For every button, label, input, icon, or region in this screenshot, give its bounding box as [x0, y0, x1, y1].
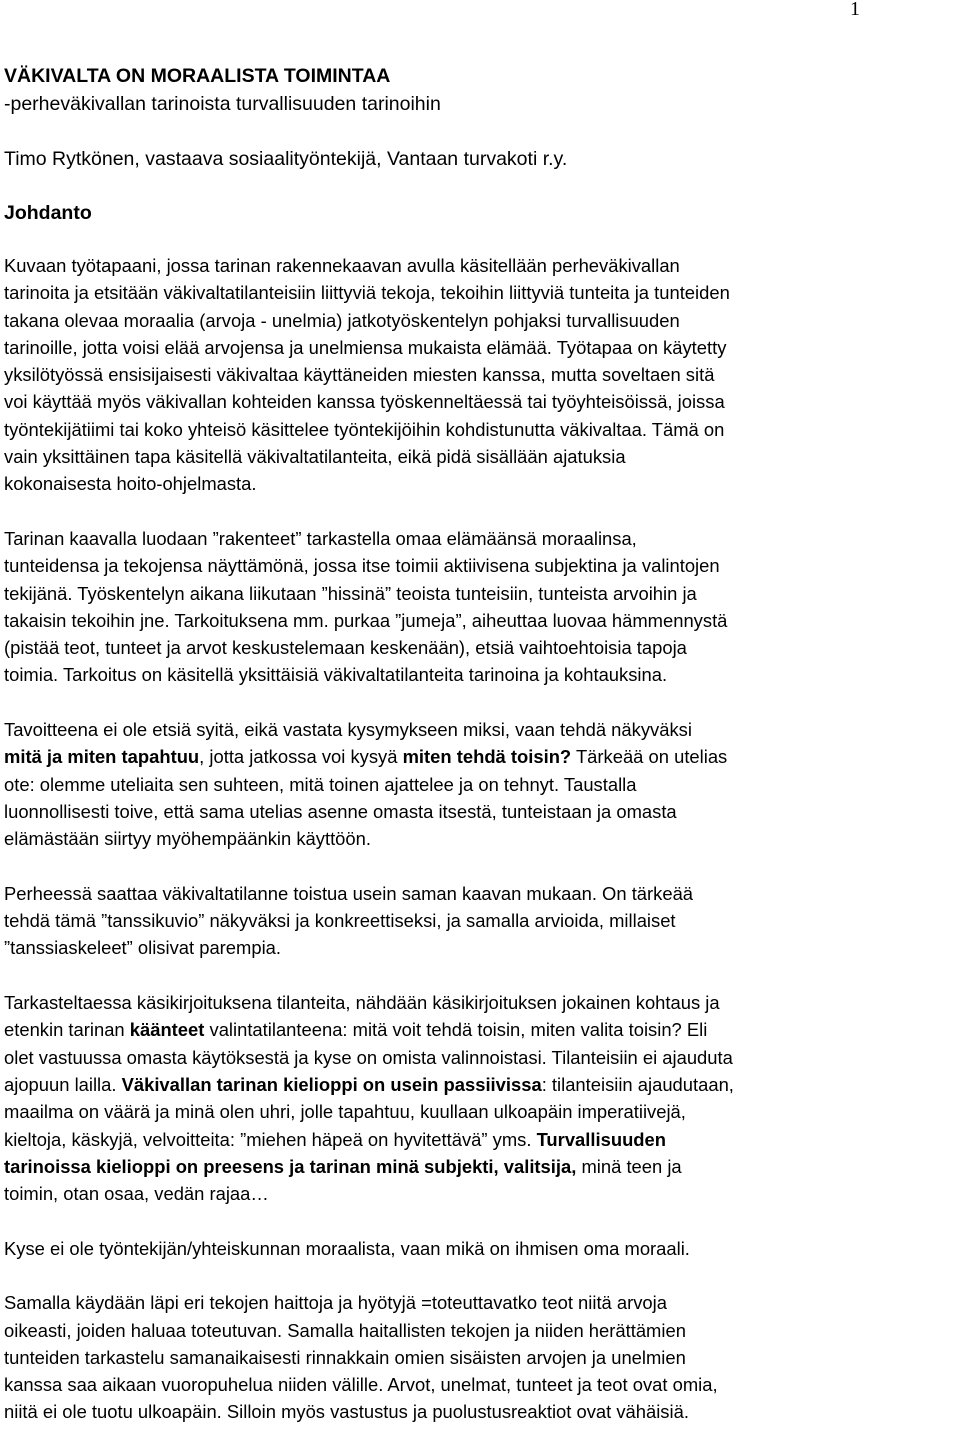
text-line: [4, 1016, 956, 1043]
spacer: [4, 227, 956, 252]
text-line: (pistää teot, tunteet ja arvot keskustelemaan keskenään), etsiä vaihtoehtoisia tapoja: [4, 637, 687, 659]
document-subtitle: -perheväkivallan tarinoista turvallisuuden tarinoihin: [4, 93, 441, 115]
paragraph-7: [4, 1289, 956, 1425]
text-line: luonnollisesti toive, että sama utelias asenne omasta itsestä, tunteistaan ja omasta: [4, 800, 677, 822]
paragraph-6: [4, 1235, 956, 1262]
bold-phrase: Väkivallan tarinan kielioppi on usein passiivissa: [121, 1073, 542, 1095]
text-line: Tarkasteltaessa käsikirjoituksena tilanteita, nähdään käsikirjoituksen jokainen kohtaus ja: [4, 992, 720, 1014]
text-line: Kuvaan työtapaani, jossa tarinan rakennekaavan avulla käsitellään perheväkivallan: [4, 255, 680, 276]
text-line: voi käyttää myös väkivallan kohteiden kanssa työskenneltäessä tai työyhteisöissä, joissa: [4, 391, 725, 413]
spacer: [4, 853, 956, 880]
spacer: [4, 118, 956, 145]
text-line: tarinoille, jotta voisi elää arvojensa ja unelmiensa mukaista elämää. Työtapaa on käytetty: [4, 336, 727, 358]
text-run: Tärkeää on utelias: [571, 746, 728, 768]
section-heading: Johdanto: [4, 202, 92, 224]
text-line: [4, 1153, 956, 1180]
document-title: VÄKIVALTA ON MORAALISTA TOIMINTAA: [4, 65, 391, 87]
text-line: toimin, otan osaa, vedän rajaa…: [4, 1183, 269, 1205]
text-line: tarinoita ja etsitään väkivaltatilanteisiin liittyviä tekoja, tekoihin liittyviä tunteita ja tunteiden: [4, 282, 730, 304]
text-run: : tilanteisiin ajaudutaan,: [541, 1073, 734, 1095]
bold-phrase: tarinoissa kielioppi on preesens ja tarinan minä subjekti, valitsija,: [4, 1155, 577, 1177]
text-line: Perheessä saattaa väkivaltatilanne toistua usein saman kaavan mukaan. On tärkeää: [4, 882, 694, 904]
text-line: tunteiden tarkastelu samanaikaisesti rinnakkain omien sisäisten arvojen ja unelmien: [4, 1346, 686, 1368]
text-line: Samalla käydään läpi eri tekojen haittoja ja hyötyjä =toteuttavatko teot niitä arvoja: [4, 1292, 667, 1314]
text-line: työntekijätiimi tai koko yhteisö käsittelee työntekijöihin kohdistunutta väkivaltaa. Tämä on: [4, 418, 725, 440]
spacer: [4, 498, 956, 525]
spacer: [4, 689, 956, 716]
text-line: Kyse ei ole työntekijän/yhteiskunnan moraalista, vaan mikä on ihmisen oma moraali.: [4, 1237, 690, 1259]
text-line: ”tanssiaskeleet” olisivat parempia.: [4, 937, 281, 959]
text-line: takana olevaa moraalia (arvoja - unelmia) jatkotyöskentelyn pohjaksi turvallisuuden: [4, 309, 680, 331]
text-line: toimia. Tarkoitus on käsitellä yksittäisiä väkivaltatilanteita tarinoina ja kohtauksina.: [4, 664, 668, 686]
bold-phrase: mitä ja miten tapahtuu: [4, 746, 200, 768]
text-line: takaisin tekoihin jne. Tarkoituksena mm. purkaa ”jumeja”, aiheuttaa luovaa hämmennystä: [4, 609, 728, 631]
text-run: ajopuun lailla.: [4, 1073, 122, 1095]
document-body: [4, 62, 956, 1426]
text-run: kieltoja, käskyjä, velvoitteita: ”miehen häpeä on hyvitettävä” yms.: [4, 1128, 537, 1150]
bold-phrase: Turvallisuuden: [536, 1128, 666, 1150]
author-line: Timo Rytkönen, vastaava sosiaalityöntekijä, Vantaan turvakoti r.y.: [4, 148, 568, 170]
text-line: [4, 1126, 956, 1153]
text-line: yksilötyössä ensisijaisesti väkivaltaa käyttäneiden miesten kanssa, mutta soveltaen sitä: [4, 364, 715, 386]
text-line: ote: olemme uteliaita sen suhteen, mitä toinen ajattelee ja on tehnyt. Taustalla: [4, 773, 637, 795]
paragraph-5: [4, 989, 956, 1207]
text-line: Tavoitteena ei ole etsiä syitä, eikä vastata kysymykseen miksi, vaan tehdä näkyväksi: [4, 719, 692, 741]
text-line: [4, 1071, 956, 1098]
text-line: kokonaisesta hoito-ohjelmasta.: [4, 473, 257, 495]
text-line: niitä ei ole tuotu ulkoapäin. Silloin myös vastustus ja puolustusreaktiot ovat vähäisiä.: [4, 1401, 689, 1423]
text-run: , jotta jatkossa voi kysyä: [199, 746, 403, 768]
text-line: vain yksittäinen tapa käsitellä väkivaltatilanteita, eikä pidä sisällään ajatuksia: [4, 446, 626, 468]
paragraph-4: [4, 880, 956, 962]
text-run: etenkin tarinan: [4, 1019, 130, 1041]
spacer: [4, 1262, 956, 1289]
paragraph-2: [4, 525, 956, 689]
text-line: olet vastuussa omasta käytöksestä ja kyse on omista valinnoistasi. Tilanteisiin ei ajauduta: [4, 1046, 733, 1068]
text-line: oikeasti, joiden haluaa toteutuvan. Samalla haitallisten tekojen ja niiden herättämien: [4, 1319, 686, 1341]
paragraph-1: [4, 252, 956, 498]
text-line: maailma on väärä ja minä olen uhri, jolle tapahtuu, kuullaan ulkoapäin imperatiivejä,: [4, 1101, 686, 1123]
text-line: kanssa saa aikaan vuoropuhelua niiden välille. Arvot, unelmat, tunteet ja teot ovat omia,: [4, 1374, 718, 1396]
spacer: [4, 1207, 956, 1234]
bold-phrase: miten tehdä toisin?: [402, 746, 572, 768]
text-line: tunteidensa ja tekojensa näyttämönä, jossa itse toimii aktiivisena subjektina ja valintojen: [4, 555, 720, 577]
spacer: [4, 962, 956, 989]
text-line: elämästään siirtyy myöhempäänkin käyttöön.: [4, 828, 371, 850]
page-number: 1: [850, 0, 860, 20]
text-run: valintatilanteena: mitä voit tehdä toisin, miten valita toisin? Eli: [204, 1019, 708, 1041]
spacer: [4, 173, 956, 199]
text-line: tekijänä. Työskentelyn aikana liikutaan ”hissinä” teoista tunteisiin, tunteista arvoihin ja: [4, 582, 697, 604]
text-run: minä teen ja: [576, 1155, 682, 1177]
text-line: [4, 743, 956, 770]
paragraph-3: [4, 716, 956, 852]
bold-phrase: käänteet: [129, 1019, 205, 1041]
text-line: tehdä tämä ”tanssikuvio” näkyväksi ja konkreettiseksi, ja samalla arvioida, millaiset: [4, 910, 676, 932]
text-line: Tarinan kaavalla luodaan ”rakenteet” tarkastella omaa elämäänsä moraalinsa,: [4, 527, 637, 549]
